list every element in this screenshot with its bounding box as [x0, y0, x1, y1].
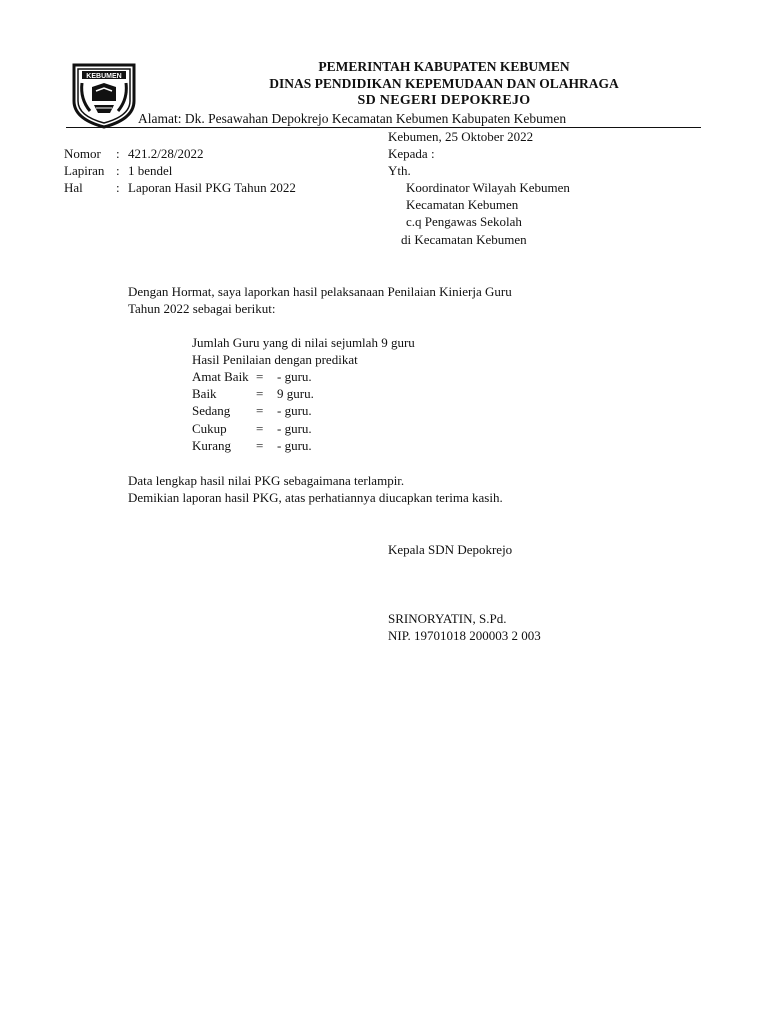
body-closing-line-2: Demikian laporan hasil PKG, atas perhatiannya diucapkan terima kasih.	[128, 490, 503, 505]
letterhead-department: DINAS PENDIDIKAN KEPEMUDAAN DAN OLAHRAGA	[269, 76, 619, 91]
signature-name: SRINORYATIN, S.Pd.	[388, 611, 507, 626]
recipient-kepada: Kepada :	[388, 146, 435, 161]
rating-label: Amat Baik	[192, 369, 249, 384]
rating-value: - guru.	[277, 438, 312, 453]
teacher-count: Jumlah Guru yang di nilai sejumlah 9 guru	[192, 335, 415, 350]
rating-label: Kurang	[192, 438, 231, 453]
predikat-heading: Hasil Penilaian dengan predikat	[192, 352, 358, 367]
body-opening-line-1: Dengan Hormat, saya laporkan hasil pelaksanaan Penilaian Kinierja Guru	[128, 284, 512, 299]
body-closing-line-1: Data lengkap hasil nilai PKG sebagaimana terlampir.	[128, 473, 405, 488]
letterhead-divider	[66, 127, 701, 128]
logo-text: KEBUMEN	[86, 73, 122, 80]
recipient-line-3: c.q Pengawas Sekolah	[406, 214, 522, 229]
letterhead-address: Alamat: Dk. Pesawahan Depokrejo Kecamatan Kebumen Kabupaten Kebumen	[138, 111, 567, 126]
rating-equals: =	[256, 421, 264, 436]
recipient-line-1: Koordinator Wilayah Kebumen	[406, 180, 570, 195]
meta-label-hal: Hal	[64, 180, 83, 195]
rating-value: - guru.	[277, 403, 312, 418]
meta-colon: :	[116, 163, 120, 178]
rating-value: - guru.	[277, 369, 312, 384]
meta-colon: :	[116, 180, 120, 195]
meta-label-lampiran: Lapiran	[64, 163, 105, 178]
signature-nip: NIP. 19701018 200003 2 003	[388, 628, 541, 643]
rating-label: Sedang	[192, 403, 231, 418]
meta-colon: :	[116, 146, 120, 161]
signature-title: Kepala SDN Depokrejo	[388, 542, 513, 557]
meta-value-hal: Laporan Hasil PKG Tahun 2022	[128, 180, 296, 195]
body-opening-line-2: Tahun 2022 sebagai berikut:	[128, 301, 276, 316]
recipient-line-4: di Kecamatan Kebumen	[401, 232, 527, 247]
rating-equals: =	[256, 438, 264, 453]
rating-equals: =	[256, 386, 264, 401]
meta-label-nomor: Nomor	[64, 146, 101, 161]
rating-label: Cukup	[192, 421, 227, 436]
meta-value-nomor: 421.2/28/2022	[128, 146, 204, 161]
rating-equals: =	[256, 403, 264, 418]
rating-value: - guru.	[277, 421, 312, 436]
letterhead-government: PEMERINTAH KABUPATEN KEBUMEN	[318, 59, 570, 74]
letter-date: Kebumen, 25 Oktober 2022	[388, 129, 534, 144]
meta-value-lampiran: 1 bendel	[128, 163, 173, 178]
recipient-line-2: Kecamatan Kebumen	[406, 197, 519, 212]
rating-value: 9 guru.	[277, 386, 314, 401]
rating-label: Baik	[192, 386, 217, 401]
rating-equals: =	[256, 369, 264, 384]
letterhead-school: SD NEGERI DEPOKREJO	[357, 93, 531, 108]
recipient-yth: Yth.	[388, 163, 411, 178]
